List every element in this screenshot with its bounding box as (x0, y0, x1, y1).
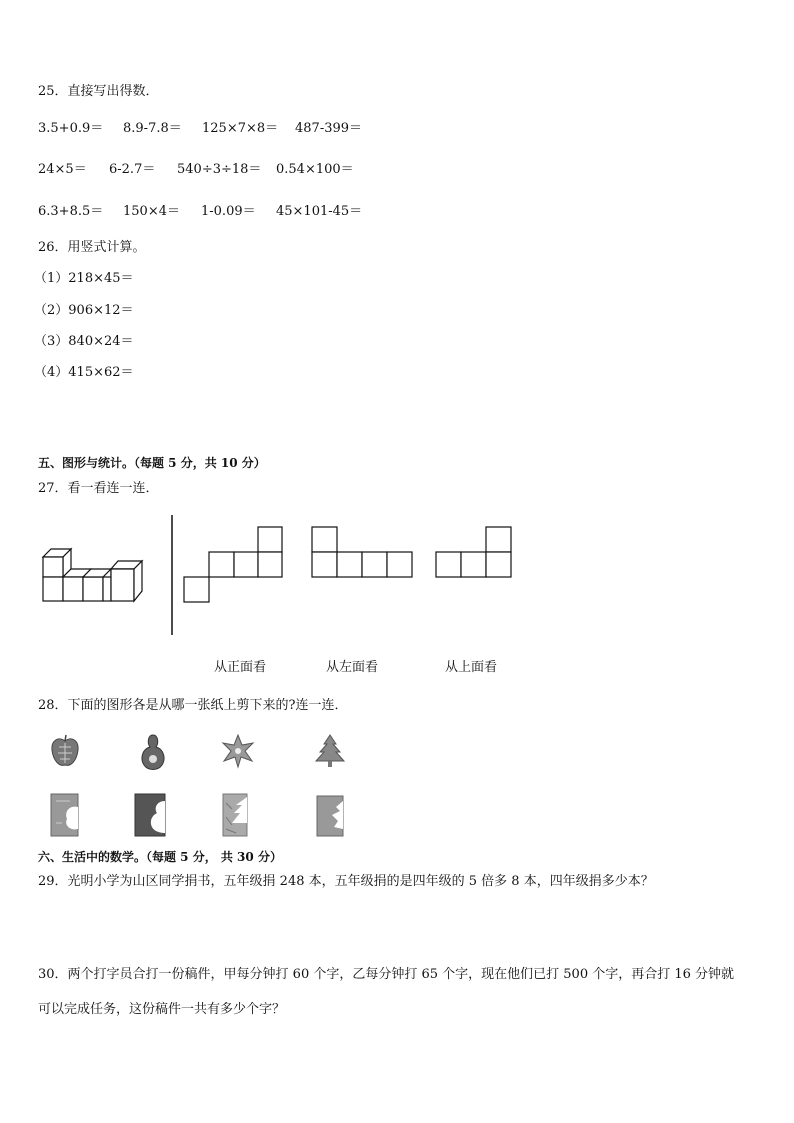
q25-r1-c4: 487-399＝ (295, 121, 363, 136)
q26-item-4: （4）415×62＝ (34, 365, 134, 380)
cube-assembly-figure (38, 545, 158, 605)
flower-icon (220, 733, 256, 769)
view-shape-3 (435, 526, 515, 580)
section6-title: 六、生活中的数学。（每题 5 分， 共 30 分） (38, 850, 282, 864)
paper-apple-cut-icon (50, 793, 80, 837)
q25-r2-c4: 0.54×100＝ (276, 162, 354, 177)
paper-flower-cut-icon (316, 795, 346, 837)
vertical-divider (170, 515, 174, 637)
q27-title: 27．看一看连一连． (38, 481, 159, 496)
label-front-view: 从正面看 (214, 660, 267, 675)
apple-icon (50, 733, 80, 769)
q25-r1-c2: 8.9-7.8＝ (123, 121, 182, 136)
label-top-view: 从上面看 (445, 660, 498, 675)
q25-r2-c3: 540÷3÷18＝ (177, 162, 262, 177)
q25-title: 25．直接写出得数． (38, 84, 159, 99)
view-shape-2 (311, 526, 415, 580)
q30-line2: 可以完成任务，这份稿件一共有多少个字？ (38, 1002, 286, 1017)
paper-gourd-cut-icon (134, 793, 166, 837)
q30-line1: 30．两个打字员合打一份稿件，甲每分钟打 60 个字，乙每分钟打 65 个字，现在他们已打 500 个字，再合打 16 分钟就 (38, 967, 735, 982)
q25-r2-c2: 6-2.7＝ (109, 162, 156, 177)
gourd-icon (138, 733, 168, 771)
q26-item-2: （2）906×12＝ (34, 303, 134, 318)
q25-r3-c2: 150×4＝ (123, 204, 180, 219)
q26-title: 26．用竖式计算。 (38, 240, 146, 255)
q25-r3-c1: 6.3+8.5＝ (38, 204, 104, 219)
label-left-view: 从左面看 (326, 660, 379, 675)
q25-r3-c4: 45×101-45＝ (276, 204, 363, 219)
q28-title: 28．下面的图形各是从哪一张纸上剪下来的?连一连． (38, 698, 348, 713)
view-shape-1 (183, 526, 285, 606)
q25-r1-c3: 125×7×8＝ (202, 121, 279, 136)
q25-r2-c1: 24×5＝ (38, 162, 87, 177)
q29-text: 29．光明小学为山区同学捐书，五年级捐 248 本，五年级捐的是四年级的 5 倍多 8 本，四年级捐多少本？ (38, 874, 654, 889)
q26-item-1: （1）218×45＝ (34, 271, 134, 286)
section5-title: 五、图形与统计。（每题 5 分，共 10 分） (38, 456, 266, 470)
q25-r3-c3: 1-0.09＝ (201, 204, 256, 219)
paper-tree-cut-icon (222, 793, 250, 837)
tree-icon (314, 733, 346, 769)
q26-item-3: （3）840×24＝ (34, 334, 134, 349)
q25-r1-c1: 3.5+0.9＝ (38, 121, 104, 136)
